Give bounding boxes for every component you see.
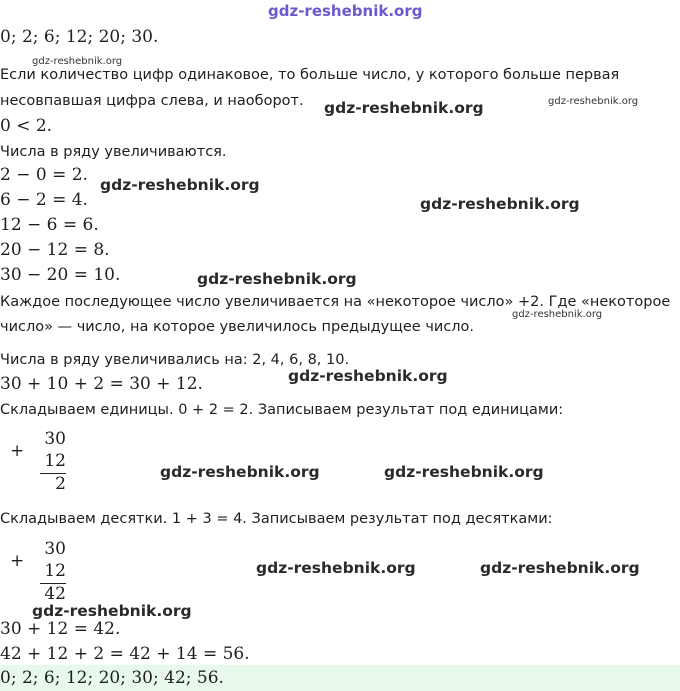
column-2-addend-a: 30 [44, 539, 66, 559]
grew-by-note: Числа в ряду увеличивались на: 2, 4, 6, 8, 10. [0, 352, 350, 368]
difference-4: 20 − 12 = 8. [0, 240, 110, 260]
units-note: Складываем единицы. 0 + 2 = 2. Записываем результат под единицами: [0, 402, 564, 418]
column-1-addend-a: 30 [44, 429, 66, 449]
watermark-small: gdz-reshebnik.org [548, 96, 639, 107]
watermark-top: gdz-reshebnik.org [268, 2, 423, 20]
equation-3: 42 + 12 + 2 = 42 + 14 = 56. [0, 644, 250, 664]
difference-3: 12 − 6 = 6. [0, 215, 99, 235]
watermark: gdz-reshebnik.org [324, 99, 484, 117]
watermark: gdz-reshebnik.org [420, 195, 580, 213]
watermark: gdz-reshebnik.org [197, 270, 357, 288]
column-addition-1 [40, 429, 66, 496]
rule-line-2: несовпавшая цифра слева, и наоборот. [0, 93, 304, 109]
column-2-result: 42 [44, 584, 66, 604]
comparison: 0 < 2. [0, 116, 53, 136]
watermark: gdz-reshebnik.org [480, 559, 640, 577]
watermark-small: gdz-reshebnik.org [512, 309, 603, 320]
answer-sequence: 0; 2; 6; 12; 20; 30; 42; 56. [0, 668, 224, 688]
watermark: gdz-reshebnik.org [100, 176, 260, 194]
column-1-result: 2 [55, 474, 66, 494]
difference-1: 2 − 0 = 2. [0, 165, 88, 185]
watermark: gdz-reshebnik.org [288, 367, 448, 385]
sequence-start: 0; 2; 6; 12; 20; 30. [0, 27, 159, 47]
column-addition-2 [40, 539, 66, 606]
column-2-plus-sign: + [10, 551, 25, 571]
each-line-1: Каждое последующее число увеличивается на «некоторое число» +2. Где «некоторое [0, 294, 671, 310]
watermark-small: gdz-reshebnik.org [32, 56, 123, 67]
difference-5: 30 − 20 = 10. [0, 265, 121, 285]
tens-note: Складываем десятки. 1 + 3 = 4. Записываем результат под десятками: [0, 511, 553, 527]
difference-2: 6 − 2 = 4. [0, 190, 88, 210]
column-1-plus-sign: + [10, 441, 25, 461]
watermark: gdz-reshebnik.org [160, 463, 320, 481]
column-1-addend-b: 12 [40, 451, 66, 474]
rule-line-1: Если количество цифр одинаковое, то больше число, у которого больше первая [0, 67, 620, 83]
each-line-2: число» — число, на которое увеличилось предыдущее число. [0, 319, 475, 335]
watermark: gdz-reshebnik.org [256, 559, 416, 577]
equation-2: 30 + 12 = 42. [0, 619, 121, 639]
watermark: gdz-reshebnik.org [384, 463, 544, 481]
equation-1: 30 + 10 + 2 = 30 + 12. [0, 374, 203, 394]
column-2-addend-b: 12 [40, 561, 66, 584]
watermark: gdz-reshebnik.org [32, 602, 192, 620]
increase-note: Числа в ряду увеличиваются. [0, 144, 227, 160]
